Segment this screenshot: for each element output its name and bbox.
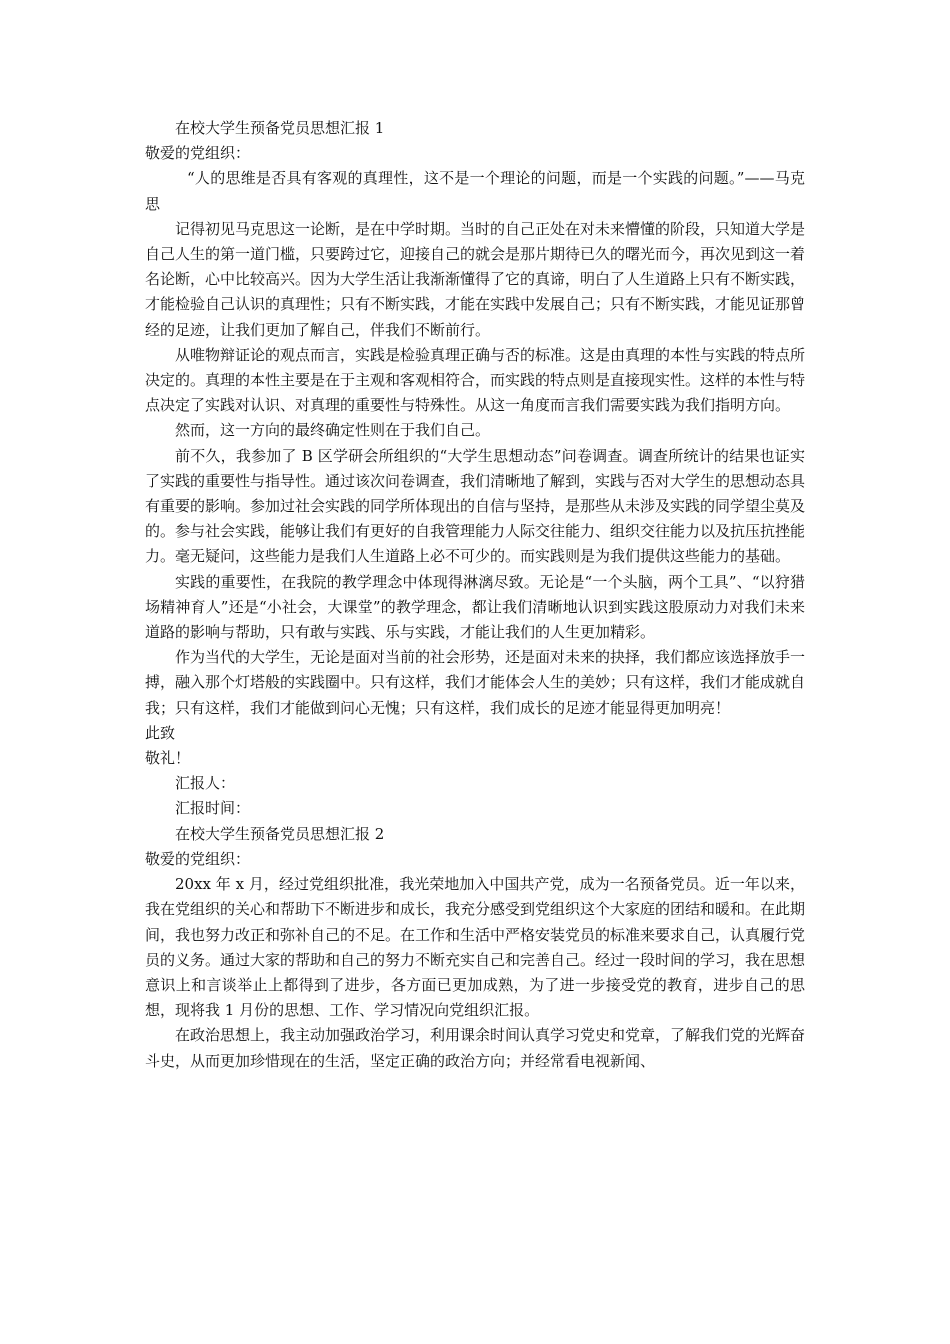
report-1-salutation: 敬爱的党组织： [145,144,251,163]
report-1-paragraph: 作为当代的大学生，无论是面对当前的社会形势，还是面对未来的抉择，我们都应该选择放手一搏，融入那个灯塔般的实践圈中。只有这样，我们才能体会人生的美妙；只有这样，我们才能成就自我；只有这样，我们才能做到问心无愧；只有这样，我们成长的足迹才能显得更加明亮！ [145,648,806,717]
report-1-paragraph: 实践的重要性，在我院的教学理念中体现得淋漓尽致。无论是“一个头脑，两个工具”、“以狩猎场精神育人”还是“小社会，大课堂”的教学理念，都让我们清晰地认识到实践这股原动力对我们未来道路的影响与帮助，只有敢与实践、乐与实践，才能让我们的人生更加精彩。 [145,572,805,642]
closing-cizhi: 此致 [145,723,176,742]
report-1-paragraph: 记得初见马克思这一论断，是在中学时期。当时的自己正处在对未来懵懂的阶段，只知道大学是自己人生的第一道门槛，只要跨过它，迎接自己的就会是那片期待已久的曙光而今，再次见到这一着名论断，心中比较高兴。因为大学生活让我渐渐懂得了它的真谛，明白了人生道路上只有不断实践，才能检验自己认识的真理性；只有不断实践，才能在实践中发展自己；只有不断实践，才能见证那曾经的足迹，让我们更加了解自己，伴我们不断前行。 [145,219,806,339]
report-1-title: 在校大学生预备党员思想汇报 1 [175,119,385,137]
report-1-paragraph: 前不久，我参加了 B 区学研会所组织的“大学生思想动态”问卷调查。调查所统计的结果也证实了实践的重要性与指导性。通过该次问卷调查，我们清晰地了解到，实践与否对大学生的思想动态具有重要的影响。参加过社会实践的同学所体现出的自信与坚持，是那些从未涉及实践的同学望尘莫及的。参与社会实践，能够让我们有更好的自我管理能力人际交往能力、组织交往能力以及抗压抗挫能力。毫无疑问，这些能力是我们人生道路上必不可少的。而实践则是为我们提供这些能力的基础。 [145,446,806,566]
report-1-paragraph: 从唯物辩证论的观点而言，实践是检验真理正确与否的标准。这是由真理的本性与实践的特点所决定的。真理的本性主要是在于主观和客观相符合，而实践的特点则是直接现实性。这样的本性与特点决定了实践对认识、对真理的重要性与特殊性。从这一角度而言我们需要实践为我们指明方向。 [145,345,806,415]
report-2-salutation: 敬爱的党组织： [145,849,251,868]
report-1-paragraph: 然而，这一方向的最终确定性则在于我们自己。 [175,421,491,440]
report-time-label: 汇报时间： [175,799,251,818]
report-2-paragraph: 在政治思想上，我主动加强政治学习，利用课余时间认真学习党史和党章，了解我们党的光辉奋斗史，从而更加珍惜现在的生活，坚定正确的政治方向；并经常看电视新闻、 [145,1026,806,1070]
document-page [145,116,805,1074]
reporter-label: 汇报人： [175,774,236,793]
report-2-title: 在校大学生预备党员思想汇报 2 [175,824,385,843]
report-2-paragraph: 20xx 年 x 月，经过党组织批准，我光荣地加入中国共产党，成为一名预备党员。近一年以来，我在党组织的关心和帮助下不断进步和成长，我充分感受到党组织这个大家庭的团结和暖和。在此期间，我也努力改正和弥补自己的不足。在工作和生活中严格安装党员的标准来要求自己，认真履行党员的义务。通过大家的帮助和自己的努力不断充实自己和完善自己。经过一段时间的学习，我在思想意识上和言谈举止上都得到了进步，各方面已更加成熟，为了进一步接受党的教育，进步自己的思想，现将我 1 月份的思想、工作、学习情况向党组织汇报。 [145,875,806,1020]
closing-jingli: 敬礼！ [145,749,191,768]
marx-quote: “人的思维是否具有客观的真理性，这不是一个理论的问题，而是一个实践的问题。”——马克思 [145,169,805,213]
